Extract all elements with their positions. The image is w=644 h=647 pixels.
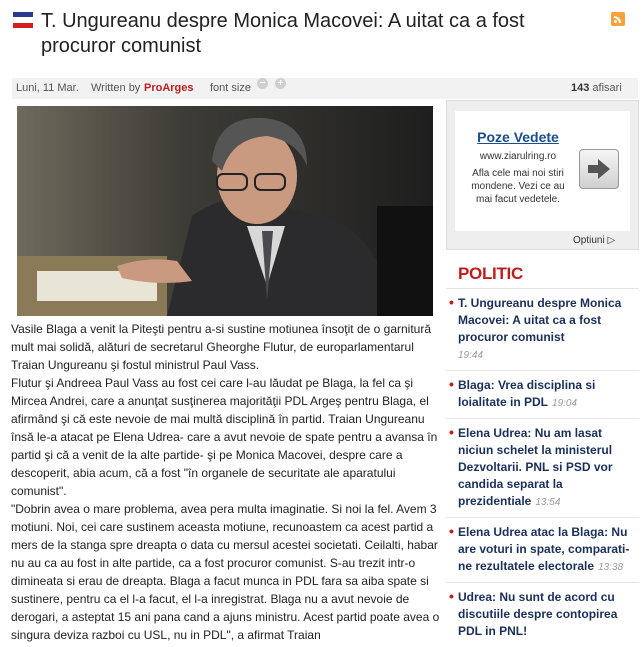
politic-news-list (446, 288, 639, 646)
font-increase-button[interactable]: + (275, 78, 286, 89)
font-decrease-button[interactable]: − (257, 78, 268, 89)
ad-description: Afla cele mai noi stiri mondene. Vezi ce au mai facut vedetele. (471, 168, 565, 205)
article-body (11, 320, 443, 644)
article-paragraph: Flutur şi Andreea Paul Vass au fost cei care l-au lăudat pe Blaga, la fel ca şi Mircea Andrei, care a anunţat susţinerea majorităţii PDL Argeş pentru Blaga, el afirmând şi că este nevoie de mai multă disciplină în partid. Traian Ungureanu însă le-a atacat pe Elena Udrea- care a avut nevoie de spate pentru a avansa în partid şi că a venit de la alte partide- şi pe Monica Macovei, despre care a descoperit, abia acum, că a fost "în organele de securitate ale aparatului comunist". (11, 376, 438, 498)
rss-icon[interactable] (611, 12, 625, 26)
arrow-right-icon (588, 159, 610, 179)
news-item[interactable] (446, 418, 639, 517)
news-item-time: 19:04 (552, 398, 578, 409)
article-title: T. Ungureanu despre Monica Macovei: A uitat ca a fost procuror comunist (41, 10, 525, 57)
ad-content (455, 111, 630, 231)
font-size-label: font size (210, 82, 251, 94)
ad-arrow-button[interactable] (579, 149, 619, 189)
article-paragraph: "Dobrin avea o mare problema, avea pera multa imaginatie. Si noi la fel. Avem 3 motiuni. Noi, cei care sustinem aceasta motiune, recunoastem ca acest partid a mers de la stanga spre dreapta o data cu mersul acestei societati. Ceilalti, habar nu au ca au fost in alte partide, ca a fost procuror comunist. S-au trezit intr-o dimineata si erau de dreapta. Blaga a facut munca in PDL fara sa aiba spate si sustinere, pentru ca el l-a facut, el l-a inregistrat. Blaga nu a avut nevoie de derogari, a asteptat 15 ani pana cand a ajuns ministru. Acest partid poate avea o singura deviza razboi cu USL, nu in PDL", a afirmat Traian (11, 502, 440, 642)
news-item-title[interactable]: T. Ungureanu despre Monica Macovei: A uitat ca a fost procuror comunist (458, 296, 622, 344)
ad-url[interactable]: www.ziarulring.ro (479, 151, 557, 162)
author-link[interactable]: ProArges (144, 82, 194, 94)
news-item-title[interactable]: Elena Udrea atac la Blaga: Nu are voturi in spate, comparati-ne rezultatele electorale (458, 525, 630, 573)
news-item-time: 19:44 (458, 350, 484, 361)
news-item-time: 13:54 (535, 497, 561, 508)
play-icon: ▷ (607, 235, 616, 246)
article-paragraph: Vasile Blaga a venit la Piteşti pentru a-si sustine motiunea însoţit de o garnitură mult mai solidă, alături de secretarul Gheorghe Flutur, de europarlamentarul Traian Ungureanu şi fostul ministrul Paul Vass. (11, 322, 432, 372)
article-date: Luni, 11 Mar. (16, 82, 79, 94)
news-item[interactable] (446, 288, 639, 370)
news-item[interactable] (446, 517, 639, 582)
news-item-time: 13:38 (598, 562, 624, 573)
ad-options-button[interactable] (573, 235, 615, 246)
article-meta-bar (12, 78, 638, 99)
party-flag-icon (13, 12, 33, 28)
news-item[interactable] (446, 370, 639, 418)
news-item-title[interactable]: Blaga: Vrea disciplina si loialitate in PDL (458, 378, 596, 409)
written-by-label: Written by (91, 82, 141, 94)
news-item[interactable] (446, 582, 639, 646)
views-count: 143 (571, 82, 590, 94)
views-label: afisari (592, 82, 622, 94)
section-heading-politic: POLITIC (458, 264, 523, 283)
ad-title-link[interactable]: Poze Vedete (477, 129, 559, 145)
sponsored-ad[interactable] (446, 100, 639, 250)
news-item-title[interactable]: Elena Udrea: Nu am lasat niciun schelet la ministerul Dezvoltarii. PNL si PSD vor candida separat la prezidentiale (458, 426, 613, 508)
news-item-title[interactable]: Udrea: Nu sunt de acord cu discutiile despre contopirea PDL in PNL! (458, 590, 618, 638)
views-counter (571, 78, 622, 99)
article-photo (17, 106, 433, 316)
ad-options-label: Optiuni (573, 235, 605, 246)
